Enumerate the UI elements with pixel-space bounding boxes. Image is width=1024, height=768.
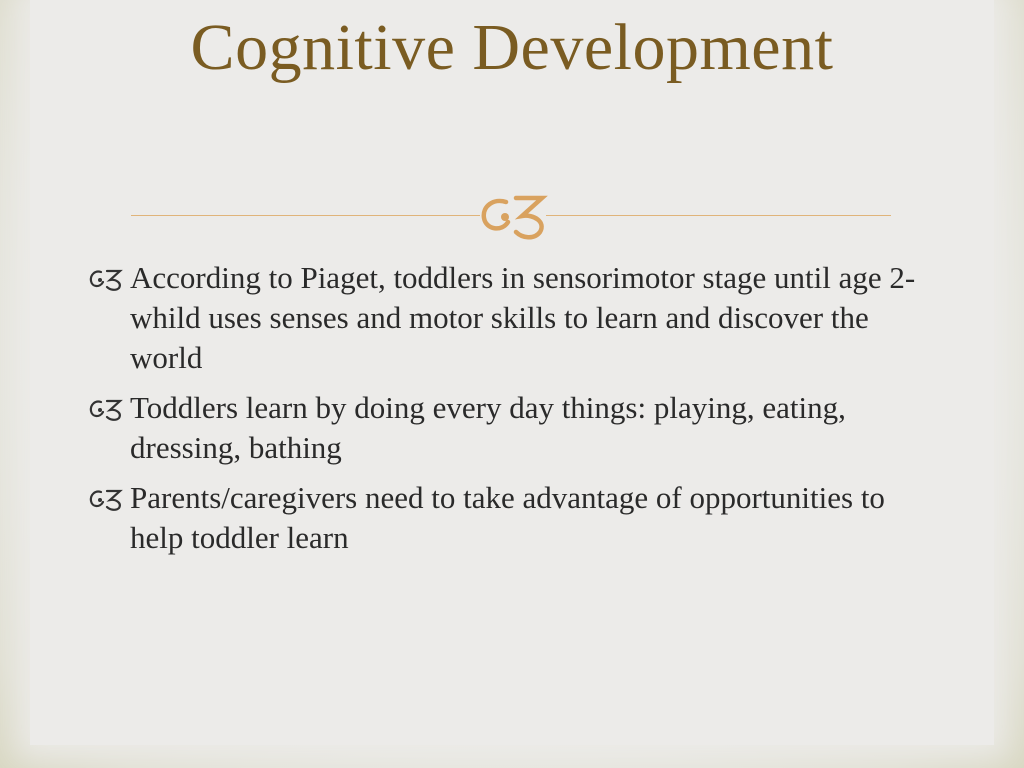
fleuron-bullet-icon [88, 397, 124, 421]
bullet-item [88, 388, 928, 468]
bullet-list [88, 258, 928, 568]
divider-line-right [546, 215, 891, 216]
bullet-text: Toddlers learn by doing every day things: playing, eating, dressing, bathing [130, 390, 846, 465]
divider-line-left [131, 215, 480, 216]
bullet-item [88, 478, 928, 558]
bullet-item [88, 258, 928, 378]
fleuron-ornament-icon [476, 190, 552, 240]
fleuron-bullet-icon [88, 487, 124, 511]
fleuron-bullet-icon [88, 267, 124, 291]
bullet-text: Parents/caregivers need to take advantage of opportunities to help toddler learn [130, 480, 885, 555]
bullet-text: According to Piaget, toddlers in sensorimotor stage until age 2-whild uses senses and motor skills to learn and discover the world [130, 260, 916, 375]
slide-title: Cognitive Development [190, 11, 834, 84]
